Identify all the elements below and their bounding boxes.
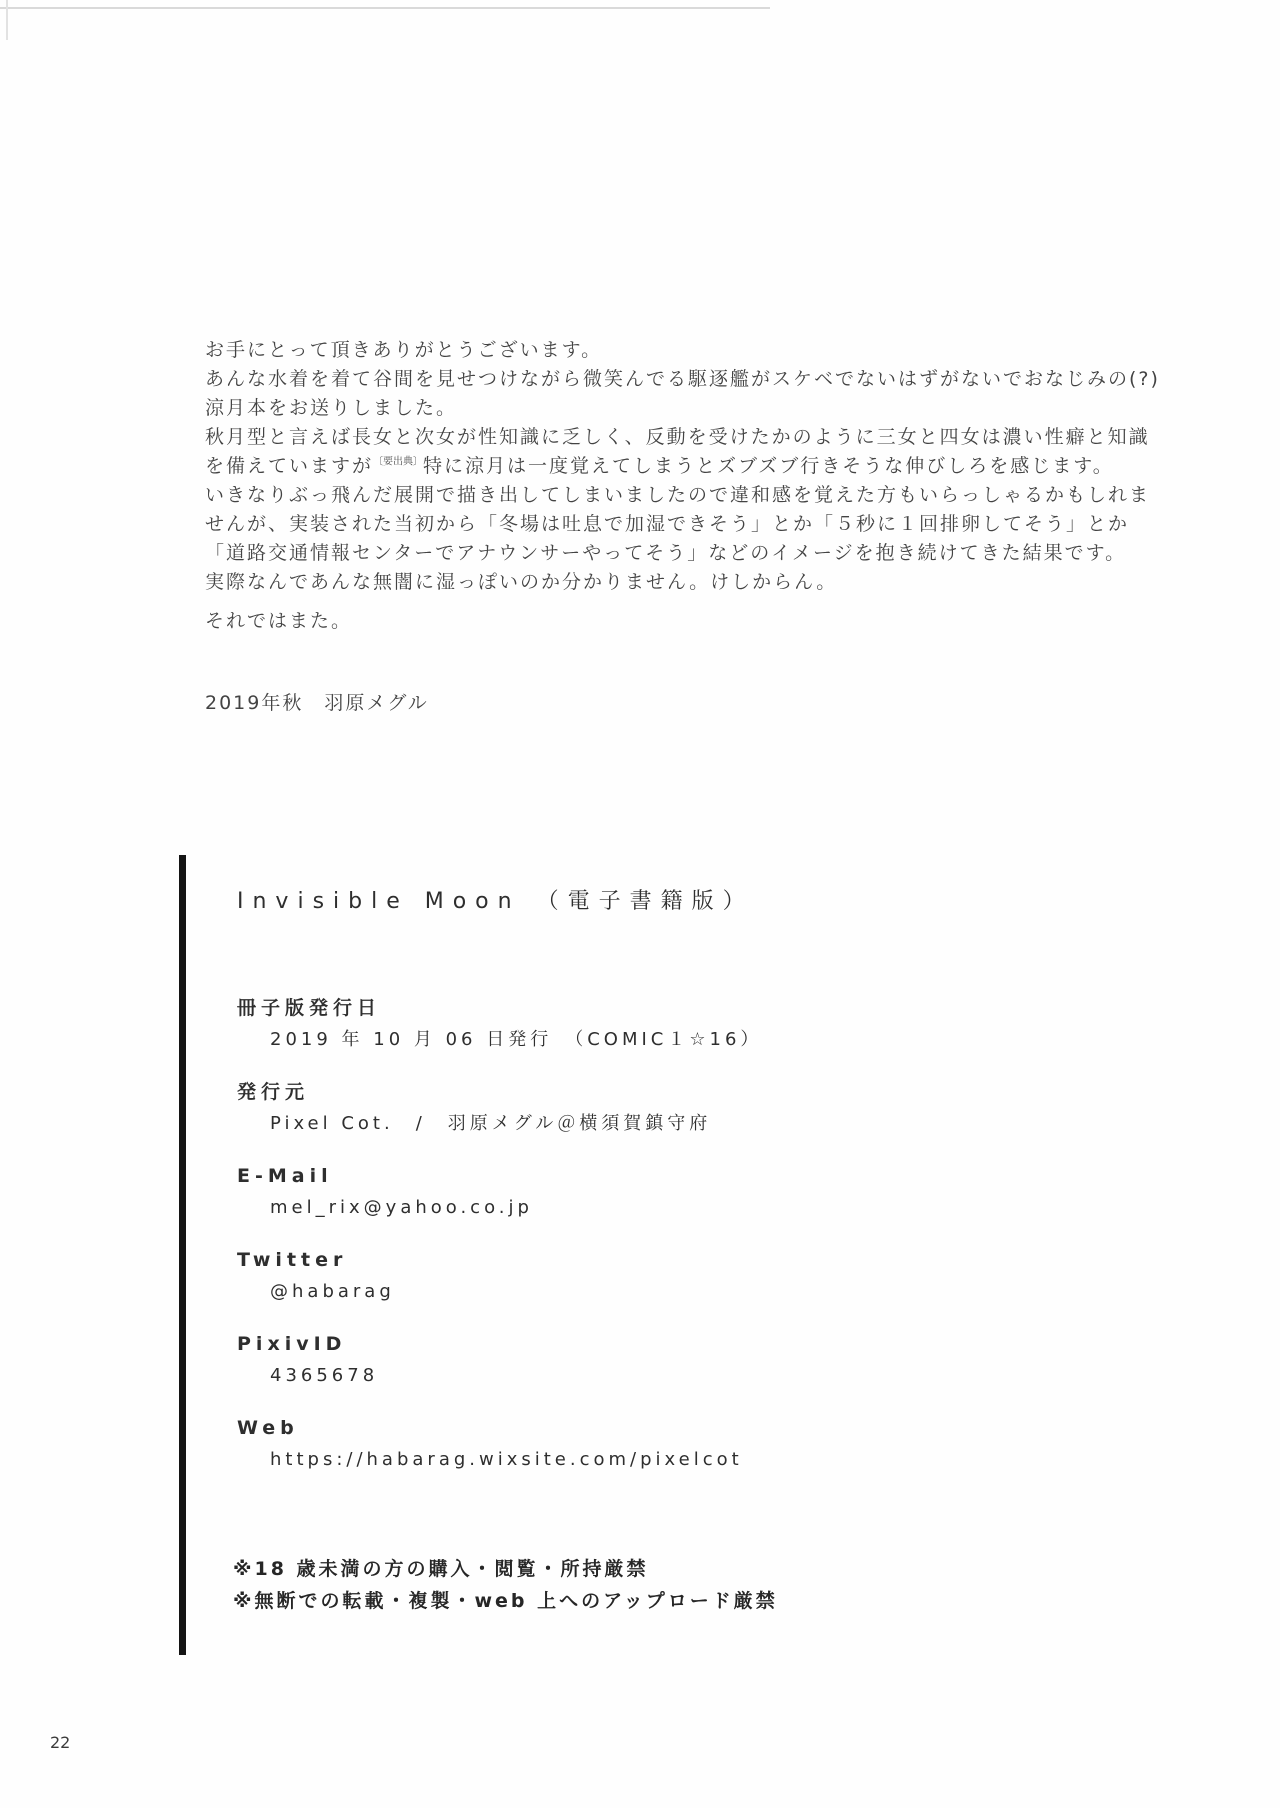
colophon-label: 冊子版発行日 xyxy=(237,997,382,1019)
colophon-label: Web xyxy=(237,1417,299,1439)
colophon-entry-web xyxy=(237,1413,762,1475)
colophon-entry-pixiv-id xyxy=(237,1329,762,1391)
colophon-label: Twitter xyxy=(237,1249,348,1271)
colophon-details xyxy=(237,993,762,1497)
colophon-value: mel_rix@yahoo.co.jp xyxy=(270,1197,533,1218)
notice-age-restriction: ※18 歳未満の方の購入・閲覧・所持厳禁 xyxy=(233,1558,649,1580)
colophon-entry-publisher xyxy=(237,1077,762,1139)
afterword-line: あんな水着を着て谷間を見せつけながら微笑んでる駆逐艦がスケベでないはずがないでおなじみの(?) xyxy=(205,368,1160,390)
notice-no-reupload: ※無断での転載・複製・web 上へのアップロード厳禁 xyxy=(233,1590,778,1612)
afterword-line: お手にとって頂きありがとうございます。 xyxy=(205,339,603,361)
citation-line-after: 特に涼月は一度覚えてしまうとズブズブ行きそうな伸びしろを感じます。 xyxy=(423,455,1114,477)
colophon-entry-publication-date xyxy=(237,993,762,1055)
scan-artifact-top xyxy=(0,7,770,9)
page-number: 22 xyxy=(50,1733,71,1752)
colophon-vertical-rule xyxy=(179,855,186,1655)
legal-notices xyxy=(233,1553,778,1617)
colophon-value: 4365678 xyxy=(270,1365,379,1386)
afterword-closing: それではまた。 xyxy=(205,610,353,632)
colophon-label: 発行元 xyxy=(237,1081,310,1103)
citation-needed-note: 〔要出典〕 xyxy=(373,456,424,468)
afterword-line-with-citation xyxy=(205,452,1265,481)
afterword-line: せんが、実装された当初から「冬場は吐息で加湿できそう」とか「５秒に１回排卵してそう」とか xyxy=(205,513,1130,535)
colophon-value: https://habarag.wixsite.com/pixelcot xyxy=(270,1449,743,1470)
colophon-title: Invisible Moon （電子書籍版） xyxy=(237,889,754,914)
colophon-value: @habarag xyxy=(270,1281,395,1302)
afterword-line: 涼月本をお送りしました。 xyxy=(205,397,458,419)
afterword-line: 実際なんであんな無闇に湿っぽいのか分かりません。けしからん。 xyxy=(205,571,838,593)
citation-line-before: を備えていますが xyxy=(205,455,374,477)
afterword-paragraph xyxy=(205,336,1265,597)
colophon-label: PixivID xyxy=(237,1333,347,1355)
colophon-value: Pixel Cot. / 羽原メグル＠横須賀鎮守府 xyxy=(270,1113,712,1134)
afterword-line: 秋月型と言えば長女と次女が性知識に乏しく、反動を受けたかのように三女と四女は濃い性癖と知識 xyxy=(205,426,1150,448)
afterword-line: いきなりぶっ飛んだ展開で描き出してしまいましたので違和感を覚えた方もいらっしゃるかもしれま xyxy=(205,484,1151,506)
afterword-line: 「道路交通情報センターでアナウンサーやってそう」などのイメージを抱き続けてきた結果です。 xyxy=(205,542,1127,564)
scan-artifact-left xyxy=(6,0,8,40)
colophon-value: 2019 年 10 月 06 日発行 （COMIC１☆16） xyxy=(270,1029,763,1050)
author-signature: 2019年秋 羽原メグル xyxy=(205,692,429,714)
colophon-entry-email xyxy=(237,1161,762,1223)
colophon-label: E-Mail xyxy=(237,1165,333,1187)
colophon-entry-twitter xyxy=(237,1245,762,1307)
